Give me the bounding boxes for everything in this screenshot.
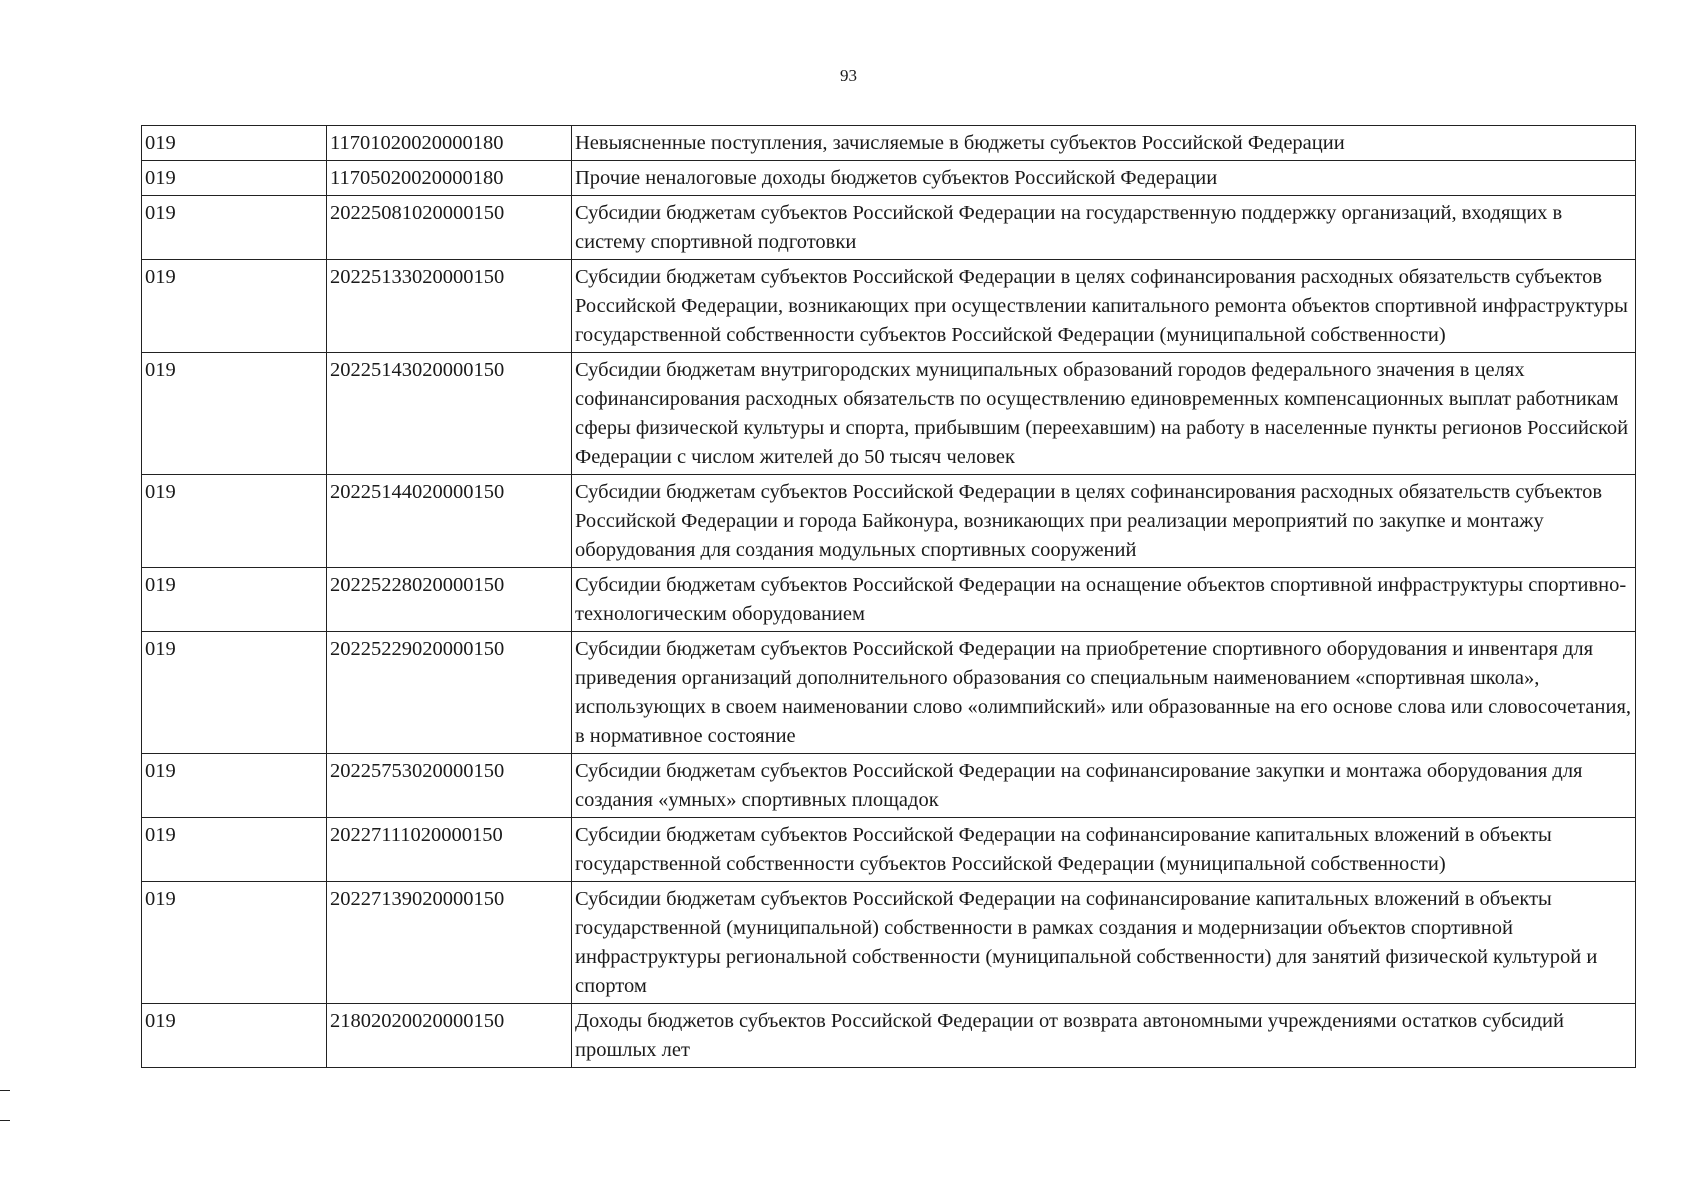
admin-code-cell: 019 xyxy=(142,196,327,260)
table-row xyxy=(142,632,1636,754)
income-name-cell: Субсидии бюджетам внутригородских муниципальных образований городов федерального значения в целях софинансирования расходных обязательств по осуществлению единовременных компенсационных выплат работникам сферы физической культуры и спорта, прибывшим (переехавшим) на работу в населенные пункты регионов Российской Федерации с числом жителей до 50 тысяч человек xyxy=(572,353,1636,475)
admin-code-cell: 019 xyxy=(142,353,327,475)
table-row xyxy=(142,161,1636,196)
margin-mark xyxy=(0,1090,10,1091)
income-code-cell: 21802020020000150 xyxy=(327,1004,572,1068)
table-row xyxy=(142,260,1636,353)
income-name-cell: Субсидии бюджетам субъектов Российской Федерации на приобретение спортивного оборудования и инвентаря для приведения организаций дополнительного образования со специальным наименованием «спортивная школа», использующих в своем наименовании слово «олимпийский» или образованные на его основе слова или словосочетания, в нормативное состояние xyxy=(572,632,1636,754)
admin-code-cell: 019 xyxy=(142,568,327,632)
income-name-cell: Невыясненные поступления, зачисляемые в бюджеты субъектов Российской Федерации xyxy=(572,126,1636,161)
income-code-cell: 20225081020000150 xyxy=(327,196,572,260)
table-row xyxy=(142,126,1636,161)
admin-code-cell: 019 xyxy=(142,126,327,161)
income-code-cell: 20225228020000150 xyxy=(327,568,572,632)
table-row xyxy=(142,1004,1636,1068)
income-code-cell: 20225144020000150 xyxy=(327,475,572,568)
income-name-cell: Доходы бюджетов субъектов Российской Федерации от возврата автономными учреждениями остатков субсидий прошлых лет xyxy=(572,1004,1636,1068)
income-name-cell: Субсидии бюджетам субъектов Российской Федерации на софинансирование закупки и монтажа оборудования для создания «умных» спортивных площадок xyxy=(572,754,1636,818)
income-name-cell: Субсидии бюджетам субъектов Российской Федерации на оснащение объектов спортивной инфраструктуры спортивно-технологическим оборудованием xyxy=(572,568,1636,632)
income-name-cell: Субсидии бюджетам субъектов Российской Федерации на софинансирование капитальных вложений в объекты государственной (муниципальной) собственности в рамках создания и модернизации объектов спортивной инфраструктуры региональной собственности (муниципальной собственности) для занятий физической культурой и спортом xyxy=(572,882,1636,1004)
admin-code-cell: 019 xyxy=(142,882,327,1004)
income-name-cell: Субсидии бюджетам субъектов Российской Федерации на государственную поддержку организаций, входящих в систему спортивной подготовки xyxy=(572,196,1636,260)
table-row xyxy=(142,475,1636,568)
income-code-cell: 20227139020000150 xyxy=(327,882,572,1004)
admin-code-cell: 019 xyxy=(142,260,327,353)
table-row xyxy=(142,568,1636,632)
page-number: 93 xyxy=(840,66,857,85)
income-code-cell: 20225143020000150 xyxy=(327,353,572,475)
table-row xyxy=(142,353,1636,475)
income-codes-table xyxy=(141,125,1636,1068)
income-code-cell: 11701020020000180 xyxy=(327,126,572,161)
income-code-cell: 20225229020000150 xyxy=(327,632,572,754)
table-body xyxy=(142,126,1636,1068)
admin-code-cell: 019 xyxy=(142,1004,327,1068)
income-code-cell: 20225753020000150 xyxy=(327,754,572,818)
income-code-cell: 11705020020000180 xyxy=(327,161,572,196)
income-name-cell: Субсидии бюджетам субъектов Российской Федерации в целях софинансирования расходных обязательств субъектов Российской Федерации, возникающих при осуществлении капитального ремонта объектов спортивной инфраструктуры государственной собственности субъектов Российской Федерации (муниципальной собственности) xyxy=(572,260,1636,353)
income-name-cell: Субсидии бюджетам субъектов Российской Федерации в целях софинансирования расходных обязательств субъектов Российской Федерации и города Байконура, возникающих при реализации мероприятий по закупке и монтажу оборудования для создания модульных спортивных сооружений xyxy=(572,475,1636,568)
table-row xyxy=(142,196,1636,260)
income-name-cell: Субсидии бюджетам субъектов Российской Федерации на софинансирование капитальных вложений в объекты государственной собственности субъектов Российской Федерации (муниципальной собственности) xyxy=(572,818,1636,882)
admin-code-cell: 019 xyxy=(142,161,327,196)
income-code-cell: 20227111020000150 xyxy=(327,818,572,882)
admin-code-cell: 019 xyxy=(142,632,327,754)
admin-code-cell: 019 xyxy=(142,754,327,818)
table-row xyxy=(142,818,1636,882)
admin-code-cell: 019 xyxy=(142,818,327,882)
table-row xyxy=(142,882,1636,1004)
income-code-cell: 20225133020000150 xyxy=(327,260,572,353)
admin-code-cell: 019 xyxy=(142,475,327,568)
table-row xyxy=(142,754,1636,818)
margin-mark xyxy=(0,1120,10,1121)
income-name-cell: Прочие неналоговые доходы бюджетов субъектов Российской Федерации xyxy=(572,161,1636,196)
